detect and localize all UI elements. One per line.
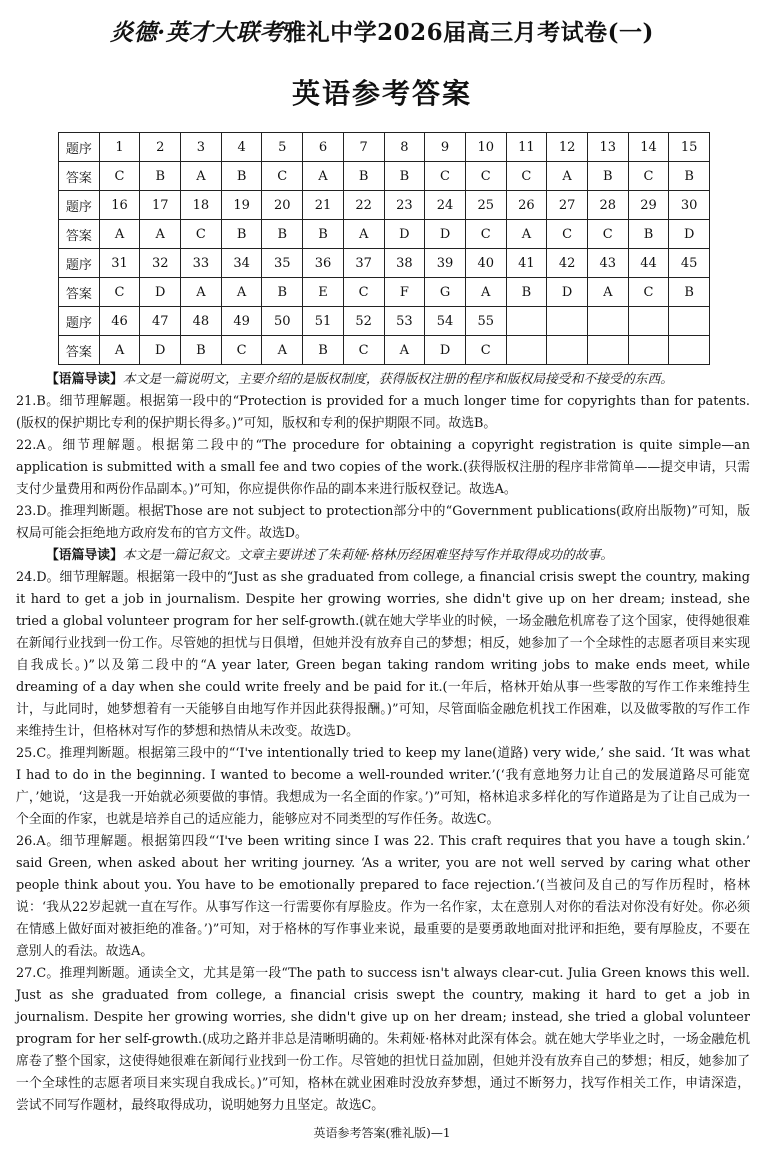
answer-cell: A (262, 336, 303, 365)
answer-row (59, 220, 710, 249)
question-number-cell: 4 (221, 133, 262, 162)
answer-cell: E (303, 278, 344, 307)
question-number-cell: 6 (303, 133, 344, 162)
question-number-cell: 47 (140, 307, 181, 336)
row-label: 答案 (59, 336, 100, 365)
question-number-cell: 54 (425, 307, 466, 336)
answer-cell (506, 336, 547, 365)
question-number-cell: 11 (506, 133, 547, 162)
question-number-cell: 51 (303, 307, 344, 336)
question-number-cell: 22 (343, 191, 384, 220)
question-number-cell: 32 (140, 249, 181, 278)
question-number-cell: 27 (547, 191, 588, 220)
row-label: 答案 (59, 162, 100, 191)
explanation-27: 27.C。推理判断题。通读全文，尤其是第一段“The path to success isn't always clear-cut. Julia Green knows this well. Just as she graduated from college, a financial crisis swept the country, making it hard to get a job in journalism. Despite her growing worries, she didn't give up on her dream; instead, she tried a global volunteer program for her self-growth.(成功之路并非总是清晰明确的。朱莉娅·格林对此深有体会。就在她大学毕业之时，一场金融危机席卷了整个国家，这使得她很难在新闻行业找到一份工作。尽管她的担忧日益加剧，但她并没有放弃自己的梦想；相反，她参加了一个全球性的志愿者项目来实现自我成长。)”可知，格林在就业困难时没放弃梦想，通过不断努力，找写作相关工作，申请深造，尝试不同写作题材，最终取得成功，说明她努力且坚定。故选C。 (16, 966, 750, 1113)
question-number-cell: 16 (99, 191, 140, 220)
answer-cell (587, 336, 628, 365)
header-brand: 炎德·英才大联考 (110, 19, 284, 46)
answer-cell: C (99, 162, 140, 191)
answer-cell: B (343, 162, 384, 191)
question-number-cell: 5 (262, 133, 303, 162)
answer-cell: A (343, 220, 384, 249)
question-number-cell: 37 (343, 249, 384, 278)
question-number-cell: 18 (181, 191, 222, 220)
header-exam-title: 雅礼中学2026届高三月考试卷(一) (283, 19, 654, 46)
answer-cell: C (547, 220, 588, 249)
answer-cell: A (140, 220, 181, 249)
question-number-cell: 17 (140, 191, 181, 220)
question-number-cell: 39 (425, 249, 466, 278)
answer-cell: F (384, 278, 425, 307)
explanation-24: 24.D。细节理解题。根据第一段中的“Just as she graduated from college, a financial crisis swept the country, making it hard to get a job in journalism. Despite her growing worries, she didn't give up on her dream; instead, she tried a global volunteer program for her self-growth.(就在她大学毕业的时候，一场金融危机席卷了这个国家，使得她很难在新闻行业找到一份工作。尽管她的担忧与日俱增，但她并没有放弃自己的梦想；相反，她参加了一个全球性的志愿者项目来实现自我成长。)”以及第二段中的“A year later, Green began taking random writing jobs to make ends meet, while dreaming of a day when she could write freely and be paid for it.(一年后，格林开始从事一些零散的写作工作来维持生计，与此同时，她梦想着有一天能够自由地写作并因此获得报酬。)”可知，尽管面临金融危机找工作困难，以及做零散的写作工作来维持生计，但格林对写作的梦想和热情从未改变。故选D。 (16, 570, 750, 739)
answer-cell: D (425, 220, 466, 249)
answer-cell: C (343, 336, 384, 365)
answer-row (59, 162, 710, 191)
answer-cell: B (587, 162, 628, 191)
explanation-26: 26.A。细节理解题。根据第四段“‘I've been writing since I was 22. This craft requires that you have a tough skin.’ said Green, when asked about her writing journey. ‘As a writer, you are not well served by caring what other people think about you. You have to be emotionally prepared to face rejection.’(当被问及自己的写作历程时，格林说：‘我从22岁起就一直在写作。从事写作这一行需要你有厚脸皮。作为一名作家，太在意别人对你的看法对你没有好处。你必须在情感上做好面对被拒绝的准备。’)”可知，对于格林的写作事业来说，最重要的是要勇敢地面对批评和拒绝，要有厚脸皮，不要在意别人的看法。故选A。 (16, 834, 750, 959)
question-number-cell: 2 (140, 133, 181, 162)
answer-table (58, 132, 710, 365)
answer-cell: B (303, 336, 344, 365)
question-number-cell: 19 (221, 191, 262, 220)
answer-cell: B (628, 220, 669, 249)
question-number-cell: 26 (506, 191, 547, 220)
question-number-cell: 55 (465, 307, 506, 336)
answer-cell: A (181, 162, 222, 191)
exam-header (0, 14, 764, 47)
question-row (59, 307, 710, 336)
question-number-cell: 49 (221, 307, 262, 336)
answer-cell: C (99, 278, 140, 307)
passage-guide (46, 545, 750, 567)
question-number-cell (628, 307, 669, 336)
answer-cell: C (628, 278, 669, 307)
question-row (59, 133, 710, 162)
question-number-cell (587, 307, 628, 336)
question-number-cell: 30 (669, 191, 710, 220)
question-number-cell: 48 (181, 307, 222, 336)
question-number-cell: 29 (628, 191, 669, 220)
page-footer: 英语参考答案(雅礼版)—1 (313, 1126, 451, 1140)
question-number-cell: 8 (384, 133, 425, 162)
answer-cell: B (384, 162, 425, 191)
question-number-cell: 9 (425, 133, 466, 162)
question-number-cell: 23 (384, 191, 425, 220)
explanation-22: 22.A。细节理解题。根据第二段中的“The procedure for obtaining a copyright registration is quite simple—an application is submitted with a small fee and two copies of the work.(获得版权注册的程序非常简单——提交申请，只需支付少量费用和两份作品副本。)”可知，你应提供你作品的副本来进行版权登记。故选A。 (16, 438, 750, 497)
answer-cell: A (221, 278, 262, 307)
answer-cell: A (547, 162, 588, 191)
answer-cell: D (547, 278, 588, 307)
answer-cell: B (303, 220, 344, 249)
question-number-cell: 21 (303, 191, 344, 220)
question-number-cell: 53 (384, 307, 425, 336)
question-number-cell (506, 307, 547, 336)
question-number-cell: 28 (587, 191, 628, 220)
guide-tag: 【语篇导读】 (46, 548, 123, 563)
question-number-cell: 14 (628, 133, 669, 162)
answer-cell: B (221, 162, 262, 191)
answer-cell: A (587, 278, 628, 307)
answer-cell (628, 336, 669, 365)
answer-cell: A (384, 336, 425, 365)
answer-cell: C (262, 162, 303, 191)
answer-cell: C (465, 220, 506, 249)
question-number-cell: 15 (669, 133, 710, 162)
answer-cell: B (506, 278, 547, 307)
answer-cell: D (140, 278, 181, 307)
question-row (59, 191, 710, 220)
question-number-cell: 25 (465, 191, 506, 220)
row-label: 答案 (59, 278, 100, 307)
question-number-cell: 42 (547, 249, 588, 278)
passage-guide (46, 369, 750, 391)
explanations-body (16, 369, 750, 1117)
question-number-cell: 3 (181, 133, 222, 162)
answer-cell (547, 336, 588, 365)
row-label: 题序 (59, 133, 100, 162)
answer-table-body (59, 133, 710, 365)
question-number-cell: 20 (262, 191, 303, 220)
question-number-cell: 46 (99, 307, 140, 336)
question-number-cell: 13 (587, 133, 628, 162)
question-number-cell: 12 (547, 133, 588, 162)
answer-cell: B (669, 162, 710, 191)
answer-cell: D (140, 336, 181, 365)
row-label: 答案 (59, 220, 100, 249)
question-number-cell: 36 (303, 249, 344, 278)
question-number-cell: 45 (669, 249, 710, 278)
answer-cell: D (669, 220, 710, 249)
answer-cell: A (506, 220, 547, 249)
row-label: 题序 (59, 191, 100, 220)
explanation-23: 23.D。推理判断题。根据Those are not subject to protection部分中的“Government publications(政府出版物)”可知，版权局可能会拒绝地方政府发布的官方文件。故选D。 (16, 504, 750, 541)
answer-cell: B (262, 278, 303, 307)
answer-cell: B (262, 220, 303, 249)
answer-cell: C (465, 336, 506, 365)
answer-cell: C (587, 220, 628, 249)
question-number-cell: 31 (99, 249, 140, 278)
answer-cell: C (343, 278, 384, 307)
explanation-21: 21.B。细节理解题。根据第一段中的“Protection is provided for a much longer time for copyrights than for patents.(版权的保护期比专利的保护期长得多。)”可知，版权和专利的保护期限不同。故选B。 (16, 394, 750, 431)
answer-cell: B (181, 336, 222, 365)
answer-cell: C (628, 162, 669, 191)
answer-row (59, 336, 710, 365)
answer-cell: C (425, 162, 466, 191)
question-number-cell: 40 (465, 249, 506, 278)
answer-cell (669, 336, 710, 365)
question-number-cell: 44 (628, 249, 669, 278)
question-number-cell: 52 (343, 307, 384, 336)
explanation-25: 25.C。推理判断题。根据第三段中的“‘I've intentionally tried to keep my lane(道路) very wide,’ she said. ‘It was what I had to do in the beginning. I wanted to become a well-rounded writer.’(‘我有意地努力让自己的发展道路尽可能宽广，’她说，‘这是我一开始就必须要做的事情。我想成为一名全面的作家。’)”可知，格林追求多样化的写作道路是为了让自己成为一个全面的作家，也就是培养自己的适应能力，能够应对不同类型的写作任务。故选C。 (16, 746, 750, 827)
question-number-cell (547, 307, 588, 336)
answer-row (59, 278, 710, 307)
question-number-cell: 10 (465, 133, 506, 162)
answer-cell: A (181, 278, 222, 307)
question-number-cell: 7 (343, 133, 384, 162)
question-number-cell (669, 307, 710, 336)
answer-cell: B (221, 220, 262, 249)
answer-cell: A (99, 220, 140, 249)
answer-cell: C (221, 336, 262, 365)
guide-text: 本文是一篇记叙文。文章主要讲述了朱莉娅·格林历经困难坚持写作并取得成功的故事。 (122, 548, 614, 563)
row-label: 题序 (59, 307, 100, 336)
answer-cell: B (669, 278, 710, 307)
answer-cell: A (465, 278, 506, 307)
answer-cell: G (425, 278, 466, 307)
question-number-cell: 41 (506, 249, 547, 278)
answer-cell: C (181, 220, 222, 249)
question-number-cell: 1 (99, 133, 140, 162)
answer-cell: B (140, 162, 181, 191)
answer-cell: C (506, 162, 547, 191)
page-title: 英语参考答案 (291, 77, 472, 110)
answer-cell: A (303, 162, 344, 191)
guide-text: 本文是一篇说明文，主要介绍的是版权制度，获得版权注册的程序和版权局接受和不接受的东西。 (122, 372, 674, 387)
row-label: 题序 (59, 249, 100, 278)
question-number-cell: 43 (587, 249, 628, 278)
answer-cell: D (425, 336, 466, 365)
answer-cell: D (384, 220, 425, 249)
question-number-cell: 33 (181, 249, 222, 278)
question-number-cell: 35 (262, 249, 303, 278)
question-number-cell: 50 (262, 307, 303, 336)
question-number-cell: 24 (425, 191, 466, 220)
answer-cell: A (99, 336, 140, 365)
answer-cell: C (465, 162, 506, 191)
guide-tag: 【语篇导读】 (46, 372, 123, 387)
question-number-cell: 38 (384, 249, 425, 278)
question-number-cell: 34 (221, 249, 262, 278)
question-row (59, 249, 710, 278)
